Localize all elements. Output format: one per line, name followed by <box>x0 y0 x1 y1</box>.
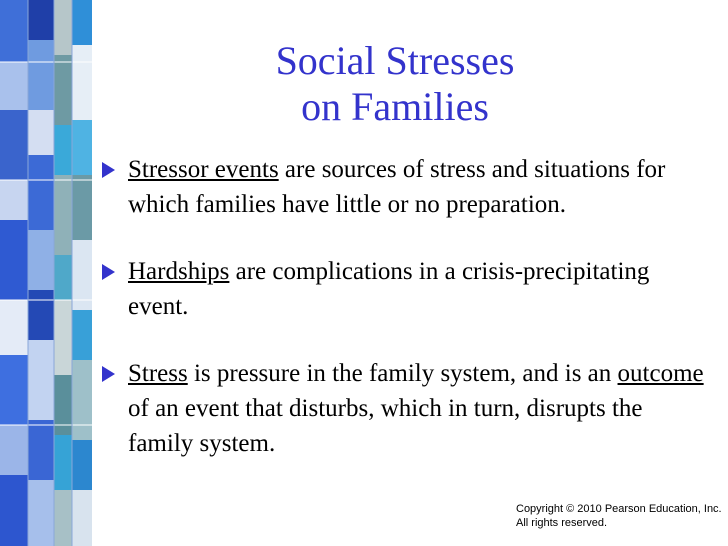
bullet-list <box>100 152 710 493</box>
copyright-line-1: Copyright © 2010 Pearson Education, Inc. <box>516 503 722 515</box>
bullet-arrow-icon <box>102 366 115 382</box>
bullet-text: is pressure in the family system, and is an <box>187 360 618 387</box>
bullet-item-hardships <box>100 254 710 324</box>
title-line-1: Social Stresses <box>275 38 515 83</box>
term-stressor-events: Stressor events <box>128 156 279 183</box>
bullet-text: of an event that disturbs, which in turn, disrupts the family system. <box>128 395 643 457</box>
copyright-notice <box>516 502 722 530</box>
bullet-text: are sources of stress and situations for which families have little or no preparation. <box>128 156 666 218</box>
decorative-strip <box>0 0 92 546</box>
term-stress: Stress <box>128 360 188 387</box>
term-outcome: outcome <box>617 360 704 387</box>
bullet-text: are complications in a crisis-precipitating event. <box>128 258 650 320</box>
title-line-2: on Families <box>301 84 489 129</box>
slide-title <box>170 38 620 130</box>
bullet-arrow-icon <box>102 162 115 178</box>
bullet-arrow-icon <box>102 264 115 280</box>
term-hardships: Hardships <box>128 258 230 285</box>
bullet-item-stress <box>100 356 710 461</box>
bullet-item-stressor-events <box>100 152 710 222</box>
copyright-line-2: All rights reserved. <box>516 517 608 529</box>
